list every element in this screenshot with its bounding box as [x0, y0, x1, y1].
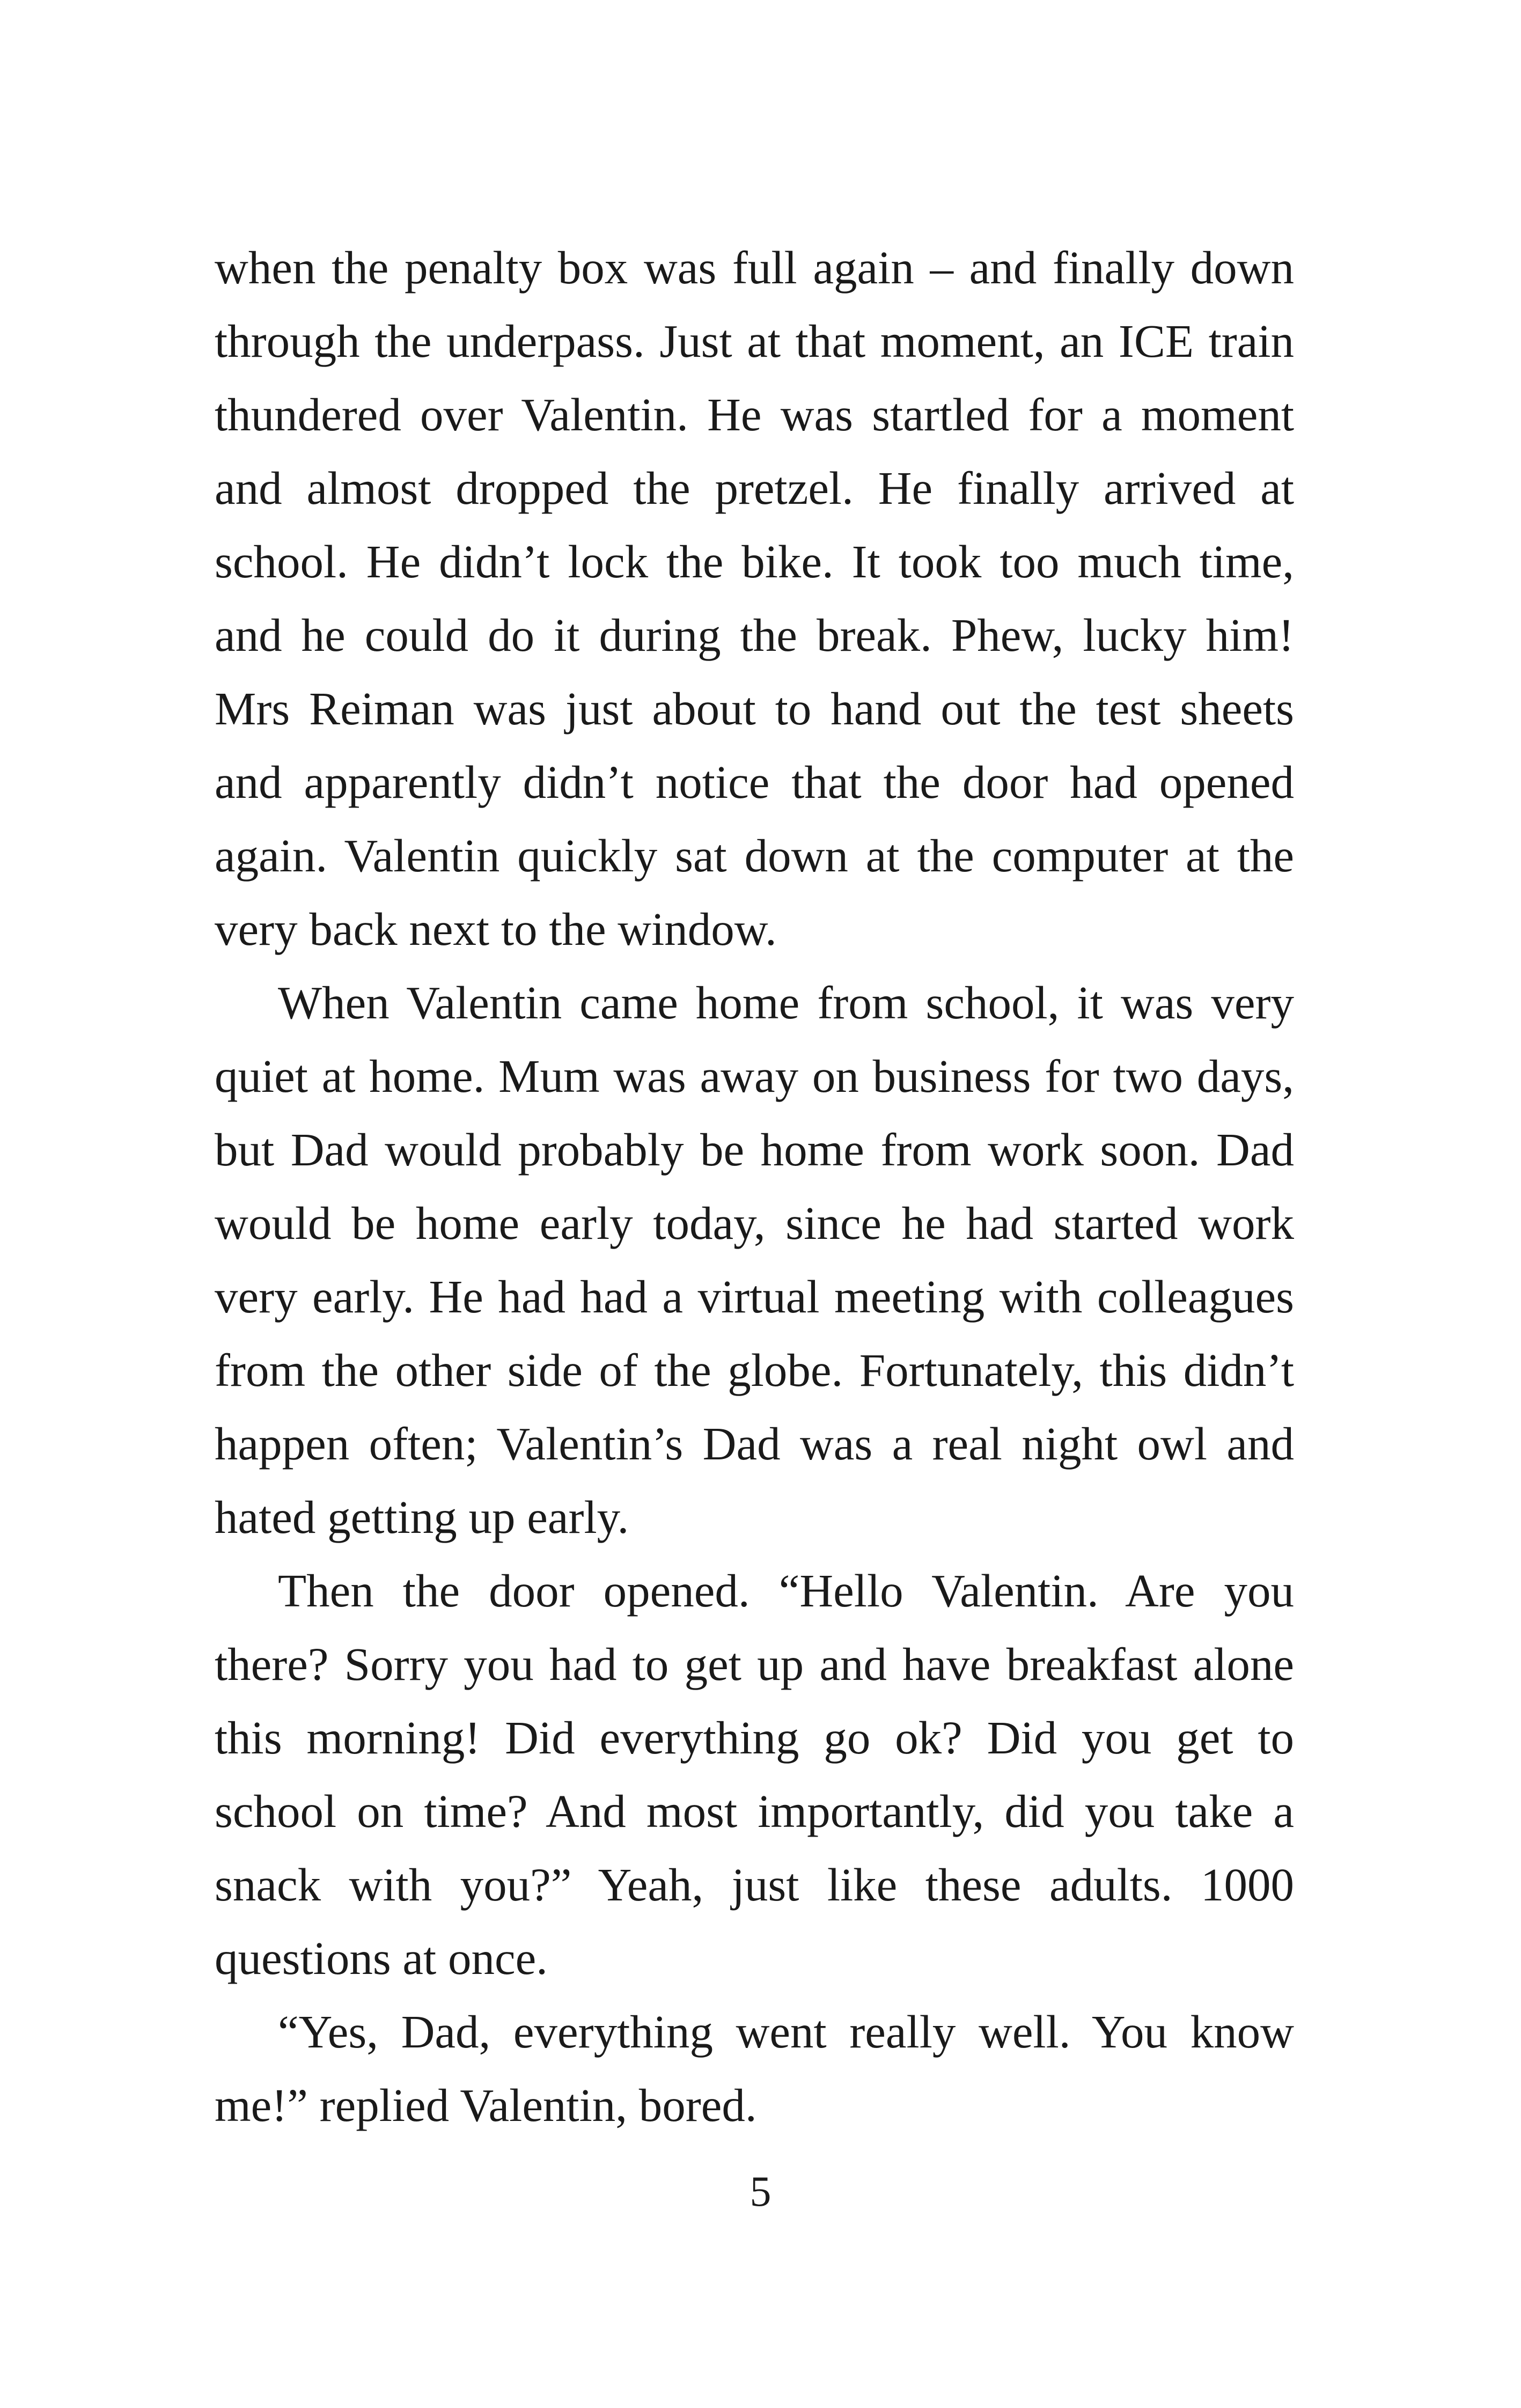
body-text	[215, 231, 1294, 2142]
paragraph-4: “Yes, Dad, everything went really well. You know me!” replied Valentin, bored.	[215, 2006, 1294, 2131]
paragraph-1: when the penalty box was full again – and finally down through the underpass. Just at that moment, an ICE train thundered over Valentin. He was startled for a moment and almost dropped the pretzel. He finally arrived at school. He didn’t lock the bike. It took too much time, and he could do it during the break. Phew, lucky him! Mrs Reiman was just about to hand out the test sheets and apparently didn’t notice that the door had opened again. Valentin quickly sat down at the computer at the very back next to the window.	[215, 241, 1294, 955]
paragraph-3: Then the door opened. “Hello Valentin. Are you there? Sorry you had to get up and have breakfast alone this morning! Did everything go ok? Did you get to school on time? And most importantly, did you take a snack with you?” Yeah, just like these adults. 1000 questions at once.	[215, 1565, 1294, 1984]
paragraph-2: When Valentin came home from school, it was very quiet at home. Mum was away on business for two days, but Dad would probably be home from work soon. Dad would be home early today, since he had started work very early. He had had a virtual meeting with colleagues from the other side of the globe. Fortunately, this didn’t happen often; Valentin’s Dad was a real night owl and hated getting up early.	[215, 977, 1294, 1543]
page-number: 5	[750, 2168, 771, 2215]
